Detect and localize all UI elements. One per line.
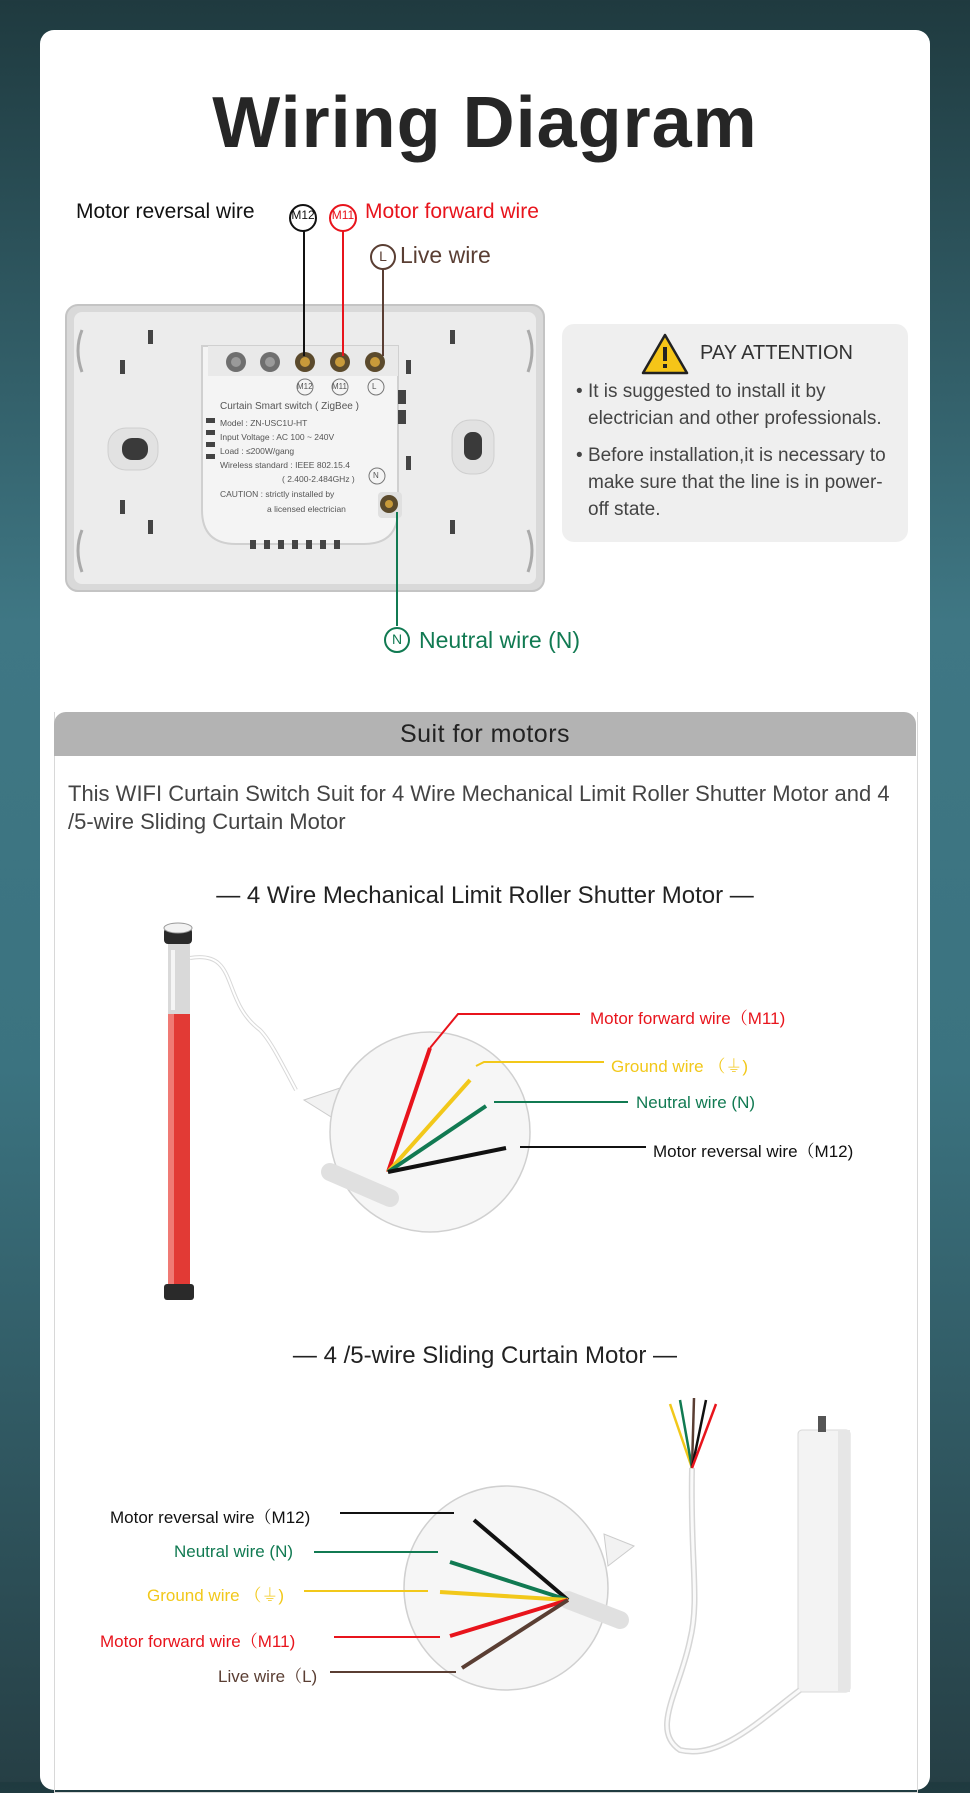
device-line-8: a licensed electrician bbox=[267, 504, 346, 514]
sliding-forward-label: Motor forward wire（M11) bbox=[100, 1632, 296, 1651]
device-terminal-l: L bbox=[372, 382, 377, 391]
device-line-6: ( 2.400-2.484GHz ) bbox=[282, 474, 355, 484]
sliding-live-label: Live wire（L) bbox=[218, 1667, 318, 1686]
neutral-label: Neutral wire (N) bbox=[419, 627, 581, 653]
neutral-badge: N bbox=[391, 631, 403, 647]
sliding-wires-zoom bbox=[404, 1486, 634, 1690]
roller-motor-title: — 4 Wire Mechanical Limit Roller Shutter Motor — bbox=[216, 882, 754, 909]
m12-badge: M12 bbox=[291, 208, 315, 222]
m11-label: Motor forward wire bbox=[365, 200, 539, 223]
attention-item: • Before installation,it is necessary to make sure that the line is in power-off state. bbox=[576, 445, 886, 520]
roller-forward-label: Motor forward wire（M11) bbox=[590, 1009, 786, 1028]
device-line-5: Wireless standard : IEEE 802.15.4 bbox=[220, 460, 350, 470]
sliding-reversal-label: Motor reversal wire（M12) bbox=[110, 1508, 311, 1527]
attention-item-text: It is suggested to install it by electrician and other professionals. bbox=[587, 381, 882, 429]
device-terminal-m11: M11 bbox=[332, 382, 347, 391]
roller-neutral-label: Neutral wire (N) bbox=[636, 1093, 756, 1112]
sliding-ground-label: Ground wire （⏚) bbox=[147, 1586, 284, 1605]
roller-shutter-motor-image bbox=[164, 923, 296, 1300]
attention-heading: PAY ATTENTION bbox=[700, 342, 853, 364]
live-badge: L bbox=[379, 248, 387, 264]
device-line-1: Curtain Smart switch ( ZigBee ) bbox=[220, 401, 359, 412]
m11-badge: M11 bbox=[331, 208, 355, 222]
attention-item-text: Before installation,it is necessary to make sure that the line is in power-off state. bbox=[587, 445, 886, 520]
device-terminal-m12: M12 bbox=[297, 382, 313, 391]
sliding-neutral-label: Neutral wire (N) bbox=[174, 1542, 294, 1561]
sliding-curtain-motor-image bbox=[667, 1398, 850, 1752]
device-terminal-n: N bbox=[373, 471, 379, 480]
page-title: Wiring Diagram bbox=[212, 83, 758, 163]
device-line-7: CAUTION : strictly installed by bbox=[220, 489, 335, 499]
suit-header: Suit for motors bbox=[54, 712, 916, 756]
device-line-2: Model : ZN-USC1U-HT bbox=[220, 418, 308, 428]
attention-item: • It is suggested to install it by electrician and other professionals. bbox=[576, 381, 882, 429]
device-line-4: Load : ≤200W/gang bbox=[220, 446, 295, 456]
roller-reversal-label: Motor reversal wire（M12) bbox=[653, 1142, 854, 1161]
roller-ground-label: Ground wire （⏚) bbox=[611, 1057, 748, 1076]
live-label: Live wire bbox=[400, 242, 491, 268]
device-line-3: Input Voltage : AC 100 ~ 240V bbox=[220, 432, 335, 442]
suit-description: This WIFI Curtain Switch Suit for 4 Wire Mechanical Limit Roller Shutter Motor and 4 /5-wire Sliding Curtain Motor bbox=[68, 781, 890, 834]
m12-label: Motor reversal wire bbox=[76, 200, 255, 223]
sliding-motor-title: — 4 /5-wire Sliding Curtain Motor — bbox=[292, 1342, 678, 1369]
